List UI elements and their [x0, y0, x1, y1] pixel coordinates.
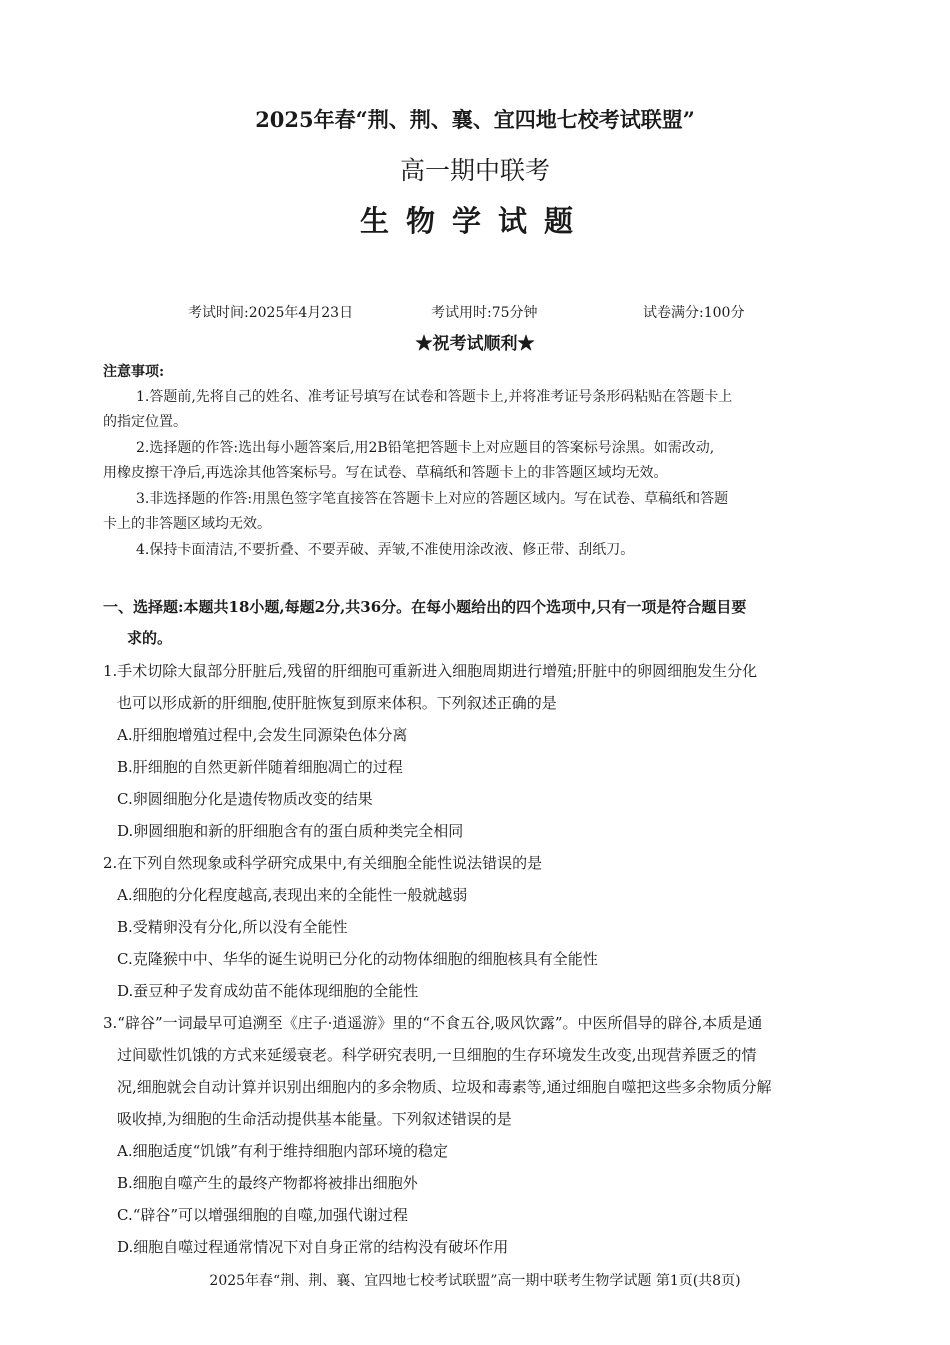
notice-line: 的指定位置。	[103, 414, 187, 430]
exam-subtitle: 高一期中联考	[399, 156, 550, 185]
notice-line: 1.答题前,先将自己的姓名、准考证号填写在试卷和答题卡上,并将准考证号条形码粘贴在答题卡上	[136, 389, 733, 405]
notice-line: 3.非选择题的作答:用黑色签字笔直接答在答题卡上对应的答题区域内。写在试卷、草稿纸和答题	[136, 491, 729, 507]
exam-full-score: 试卷满分:100分	[643, 305, 745, 321]
option-b[interactable]: B.肝细胞的自然更新伴随着细胞凋亡的过程	[117, 758, 403, 776]
notice-line: 2.选择题的作答:选出每小题答案后,用2B铅笔把答题卡上对应题目的答案标号涂黑。如需改动,	[136, 440, 715, 456]
blessing-banner: ★祝考试顺利★	[415, 334, 535, 354]
page-footer: 2025年春“荆、荆、襄、宜四地七校考试联盟”高一期中联考生物学试题 第1页(共8页)	[209, 1273, 741, 1289]
option-b[interactable]: B.细胞自噬产生的最终产物都将被排出细胞外	[117, 1174, 418, 1192]
option-c[interactable]: C.“辟谷”可以增强细胞的自噬,加强代谢过程	[117, 1206, 408, 1224]
option-a[interactable]: A.细胞适度“饥饿”有利于维持细胞内部环境的稳定	[117, 1142, 448, 1160]
notice-title: 注意事项:	[103, 364, 165, 380]
option-a[interactable]: A.肝细胞增殖过程中,会发生同源染色体分离	[117, 726, 408, 744]
exam-date: 考试时间:2025年4月23日	[188, 305, 354, 321]
option-c[interactable]: C.克隆猴中中、华华的诞生说明已分化的动物体细胞的细胞核具有全能性	[117, 950, 598, 968]
page-title: 生物学试题	[359, 204, 590, 238]
option-a[interactable]: A.细胞的分化程度越高,表现出来的全能性一般就越弱	[117, 886, 468, 904]
exam-alliance-title: 2025年春“荆、荆、襄、宜四地七校考试联盟”	[255, 107, 695, 132]
question-stem: 况,细胞就会自动计算并识别出细胞内的多余物质、垃圾和毒素等,通过细胞自噬把这些多余物质分解	[117, 1078, 772, 1096]
section-heading-cont: 求的。	[127, 629, 173, 647]
notice-line: 用橡皮擦干净后,再选涂其他答案标号。写在试卷、草稿纸和答题卡上的非答题区域均无效。	[103, 465, 668, 481]
question-stem: 吸收掉,为细胞的生命活动提供基本能量。下列叙述错误的是	[117, 1110, 512, 1128]
option-d[interactable]: D.卵圆细胞和新的肝细胞含有的蛋白质种类完全相同	[117, 822, 464, 840]
notice-line: 4.保持卡面清洁,不要折叠、不要弄破、弄皱,不准使用涂改液、修正带、刮纸刀。	[136, 542, 635, 558]
question-stem: 3.“辟谷”一词最早可追溯至《庄子·逍遥游》里的“不食五谷,吸风饮露”。中医所倡导的辟谷,本质是通	[103, 1014, 763, 1032]
question-stem: 1.手术切除大鼠部分肝脏后,残留的肝细胞可重新进入细胞周期进行增殖;肝脏中的卵圆细胞发生分化	[103, 662, 758, 680]
option-d[interactable]: D.细胞自噬过程通常情况下对自身正常的结构没有破坏作用	[117, 1238, 509, 1256]
option-c[interactable]: C.卵圆细胞分化是遗传物质改变的结果	[117, 790, 373, 808]
section-heading: 一、选择题:本题共18小题,每题2分,共36分。在每小题给出的四个选项中,只有一项是符合题目要	[103, 598, 747, 616]
notice-line: 卡上的非答题区域均无效。	[103, 516, 271, 532]
question-stem: 过间歇性饥饿的方式来延缓衰老。科学研究表明,一旦细胞的生存环境发生改变,出现营养匮乏的情	[117, 1046, 757, 1064]
question-stem: 也可以形成新的肝细胞,使肝脏恢复到原来体积。下列叙述正确的是	[117, 694, 557, 712]
question-stem: 2.在下列自然现象或科学研究成果中,有关细胞全能性说法错误的是	[103, 854, 543, 872]
option-d[interactable]: D.蚕豆种子发育成幼苗不能体现细胞的全能性	[117, 982, 419, 1000]
option-b[interactable]: B.受精卵没有分化,所以没有全能性	[117, 918, 348, 936]
exam-duration: 考试用时:75分钟	[431, 305, 538, 321]
